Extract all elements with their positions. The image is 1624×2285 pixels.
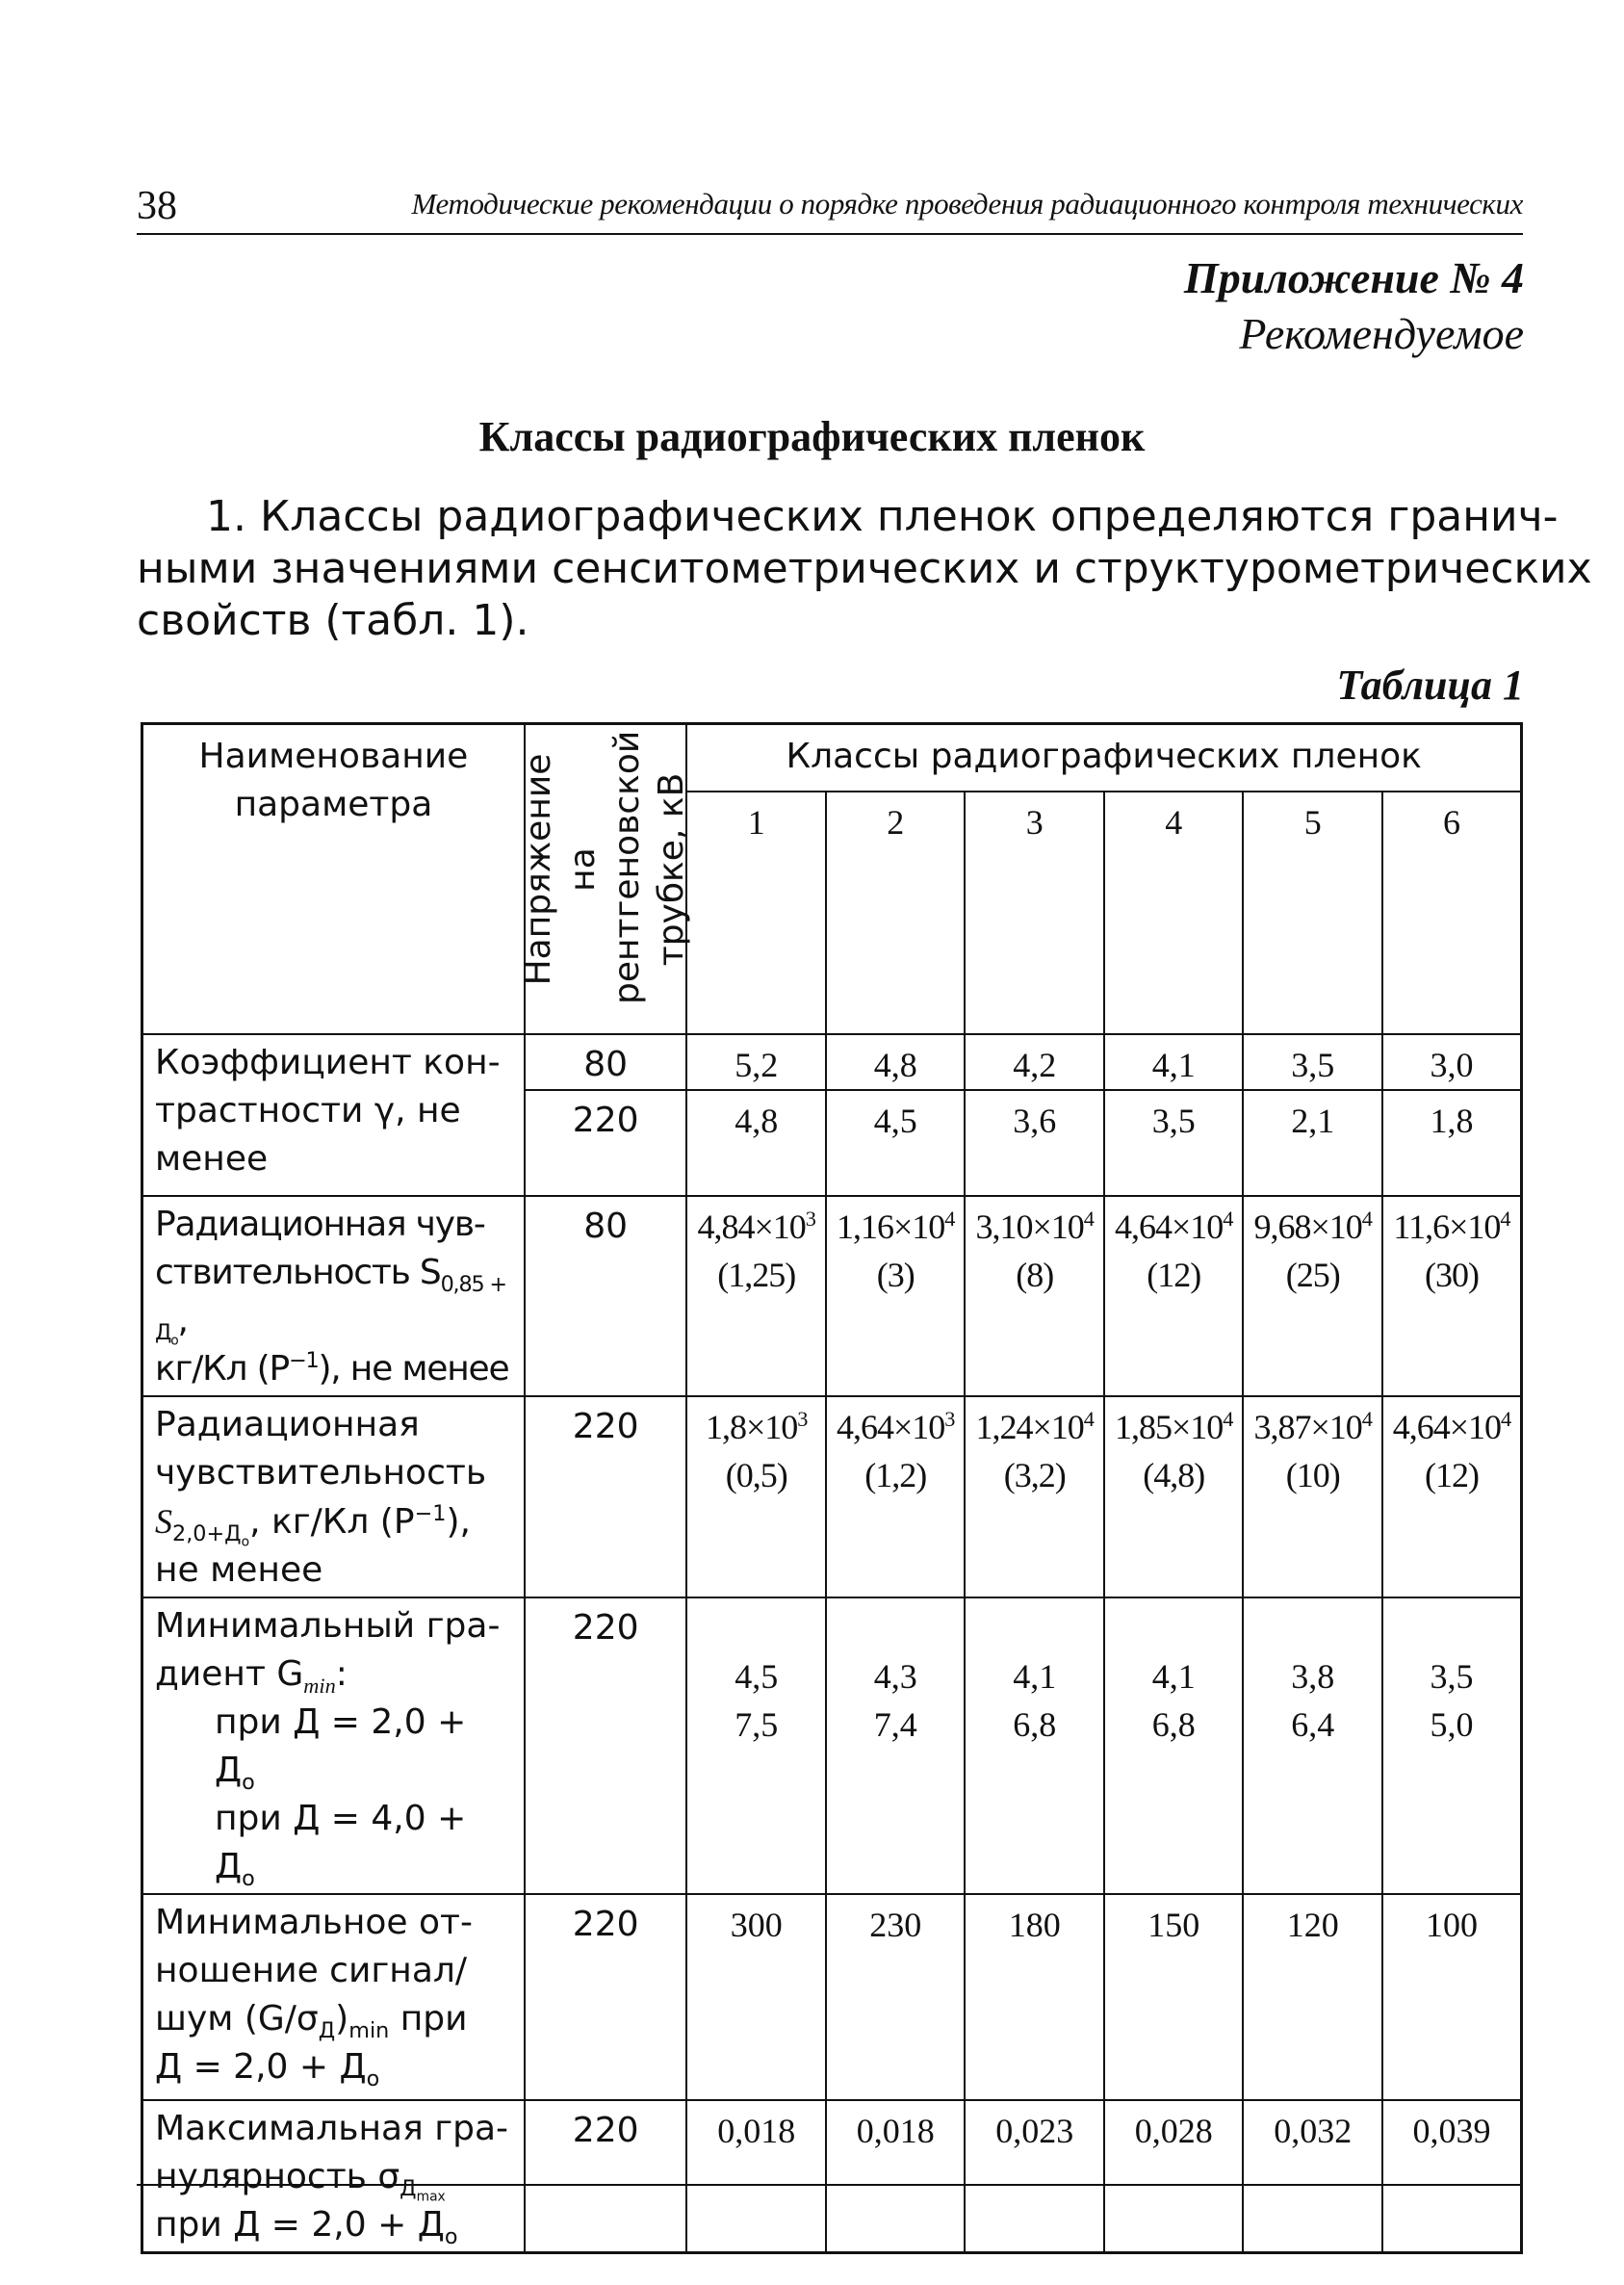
value-cell: 4,8 <box>686 1090 826 1196</box>
value-cell: $4,64\times 10^4$ (12) <box>1104 1196 1244 1396</box>
paragraph-line: ными значениями сенситометрических и структурометрических <box>137 544 1592 593</box>
value-cell: 3,0 <box>1382 1034 1522 1090</box>
param-granularity: Максимальная гра- нулярность $\sigma_{Д_{max}}$ при $Д = 2,0 + Д_о$ <box>142 2100 525 2253</box>
param-sensitivity-80: Радиационная чув- ствительность $S_{0,85 + Д_о}$, кг/Кл $(Р^{-1})$, не менее <box>142 1196 525 1396</box>
value-cell: 0,018 <box>686 2100 826 2253</box>
value-cell: 4,8 <box>826 1034 966 1090</box>
appendix-label: Приложение № 4 <box>1183 253 1524 302</box>
param-gradient: Минимальный гра- диент $G_{min}$: при $Д = 2,0 + Д_о$ при $Д = 4,0 + Д_о$ <box>142 1597 525 1894</box>
voltage-cell: 80 <box>525 1196 687 1396</box>
table-row-gradient <box>142 1597 1522 1894</box>
value-cell: $3,87\times 10^4$ (10) <box>1243 1396 1382 1597</box>
voltage-cell: 220 <box>525 2100 687 2253</box>
value-cell: 4,1 <box>1104 1034 1244 1090</box>
table-row-sensitivity-220 <box>142 1396 1522 1597</box>
table-row-contrast <box>142 1034 1522 1090</box>
value-cell: 3,5 5,0 <box>1382 1597 1522 1894</box>
value-cell: $1,8\times 10^3$ (0,5) <box>686 1396 826 1597</box>
table-row-sensitivity-80 <box>142 1196 1522 1396</box>
value-cell: 230 <box>826 1894 966 2100</box>
value-cell: 0,023 <box>965 2100 1104 2253</box>
value-cell: 3,5 <box>1104 1090 1244 1196</box>
value-cell: $4,84\times 10^3$ (1,25) <box>686 1196 826 1396</box>
table-caption: Таблица 1 <box>1336 662 1524 709</box>
param-sensitivity-220: Радиационная чувствительность $S_{2,0+Д_о}$, кг/Кл $(Р^{-1})$, не менее <box>142 1396 525 1597</box>
class-number: 6 <box>1382 792 1522 1034</box>
paragraph-line: свойств (табл. 1). <box>137 596 529 645</box>
running-header <box>137 183 1523 235</box>
header-film-classes: Классы радиографических пленок <box>686 724 1521 792</box>
value-cell: 4,2 <box>965 1034 1104 1090</box>
value-cell: $1,85\times 10^4$ (4,8) <box>1104 1396 1244 1597</box>
header-parameter: Наименование параметра <box>142 724 525 1034</box>
class-number: 3 <box>965 792 1104 1034</box>
value-cell: 0,032 <box>1243 2100 1382 2253</box>
table-header-row <box>142 724 1522 792</box>
running-title: Методические рекомендации о порядке проведения радиационного контроля технических <box>411 187 1523 221</box>
value-cell: 2,1 <box>1243 1090 1382 1196</box>
section-title: Классы радиографических пленок <box>478 413 1146 460</box>
table-row-granularity <box>142 2100 1522 2253</box>
value-cell: 3,5 <box>1243 1034 1382 1090</box>
table-row-snr <box>142 1894 1522 2100</box>
intro-paragraph <box>137 491 1592 647</box>
value-cell: 0,018 <box>826 2100 966 2253</box>
value-cell: 3,8 6,4 <box>1243 1597 1382 1894</box>
voltage-cell: 220 <box>525 1090 687 1196</box>
footer-rule <box>137 2184 1523 2186</box>
class-number: 4 <box>1104 792 1244 1034</box>
value-cell: 300 <box>686 1894 826 2100</box>
voltage-cell: 220 <box>525 1396 687 1597</box>
value-cell: 0,028 <box>1104 2100 1244 2253</box>
value-cell: 120 <box>1243 1894 1382 2100</box>
value-cell: $1,16\times 10^4$ (3) <box>826 1196 966 1396</box>
value-cell: 4,1 6,8 <box>965 1597 1104 1894</box>
value-cell: 4,3 7,4 <box>826 1597 966 1894</box>
film-classes-table <box>141 722 1523 2254</box>
value-cell: $4,64\times 10^4$ (12) <box>1382 1396 1522 1597</box>
value-cell: 100 <box>1382 1894 1522 2100</box>
voltage-cell: 220 <box>525 1597 687 1894</box>
value-cell: $11,6\times 10^4$ (30) <box>1382 1196 1522 1396</box>
value-cell: $4,64\times 10^3$ (1,2) <box>826 1396 966 1597</box>
paragraph-line: 1. Классы радиографических пленок определяются гранич- <box>206 492 1559 541</box>
class-number: 2 <box>826 792 966 1034</box>
value-cell: 4,5 7,5 <box>686 1597 826 1894</box>
param-contrast: Коэффициент кон- трастности γ, не менее <box>142 1034 525 1196</box>
value-cell: 180 <box>965 1894 1104 2100</box>
value-cell: 4,1 6,8 <box>1104 1597 1244 1894</box>
voltage-cell: 220 <box>525 1894 687 2100</box>
value-cell: $9,68\times 10^4$ (25) <box>1243 1196 1382 1396</box>
value-cell: 5,2 <box>686 1034 826 1090</box>
value-cell: 0,039 <box>1382 2100 1522 2253</box>
appendix-status: Рекомендуемое <box>1239 309 1524 358</box>
value-cell: $1,24\times 10^4$ (3,2) <box>965 1396 1104 1597</box>
value-cell: $3,10\times 10^4$ (8) <box>965 1196 1104 1396</box>
class-number: 5 <box>1243 792 1382 1034</box>
value-cell: 1,8 <box>1382 1090 1522 1196</box>
header-voltage: Напряжение на рентгеновской трубке, кВ <box>525 724 687 1034</box>
value-cell: 3,6 <box>965 1090 1104 1196</box>
param-snr: Минимальное от- ношение сигнал/ шум $(G/\sigma_Д)_{min}$ при $Д = 2,0 + Д_о$ <box>142 1894 525 2100</box>
value-cell: 150 <box>1104 1894 1244 2100</box>
page-number: 38 <box>137 184 177 228</box>
value-cell: 4,5 <box>826 1090 966 1196</box>
voltage-cell: 80 <box>525 1034 687 1090</box>
class-number: 1 <box>686 792 826 1034</box>
